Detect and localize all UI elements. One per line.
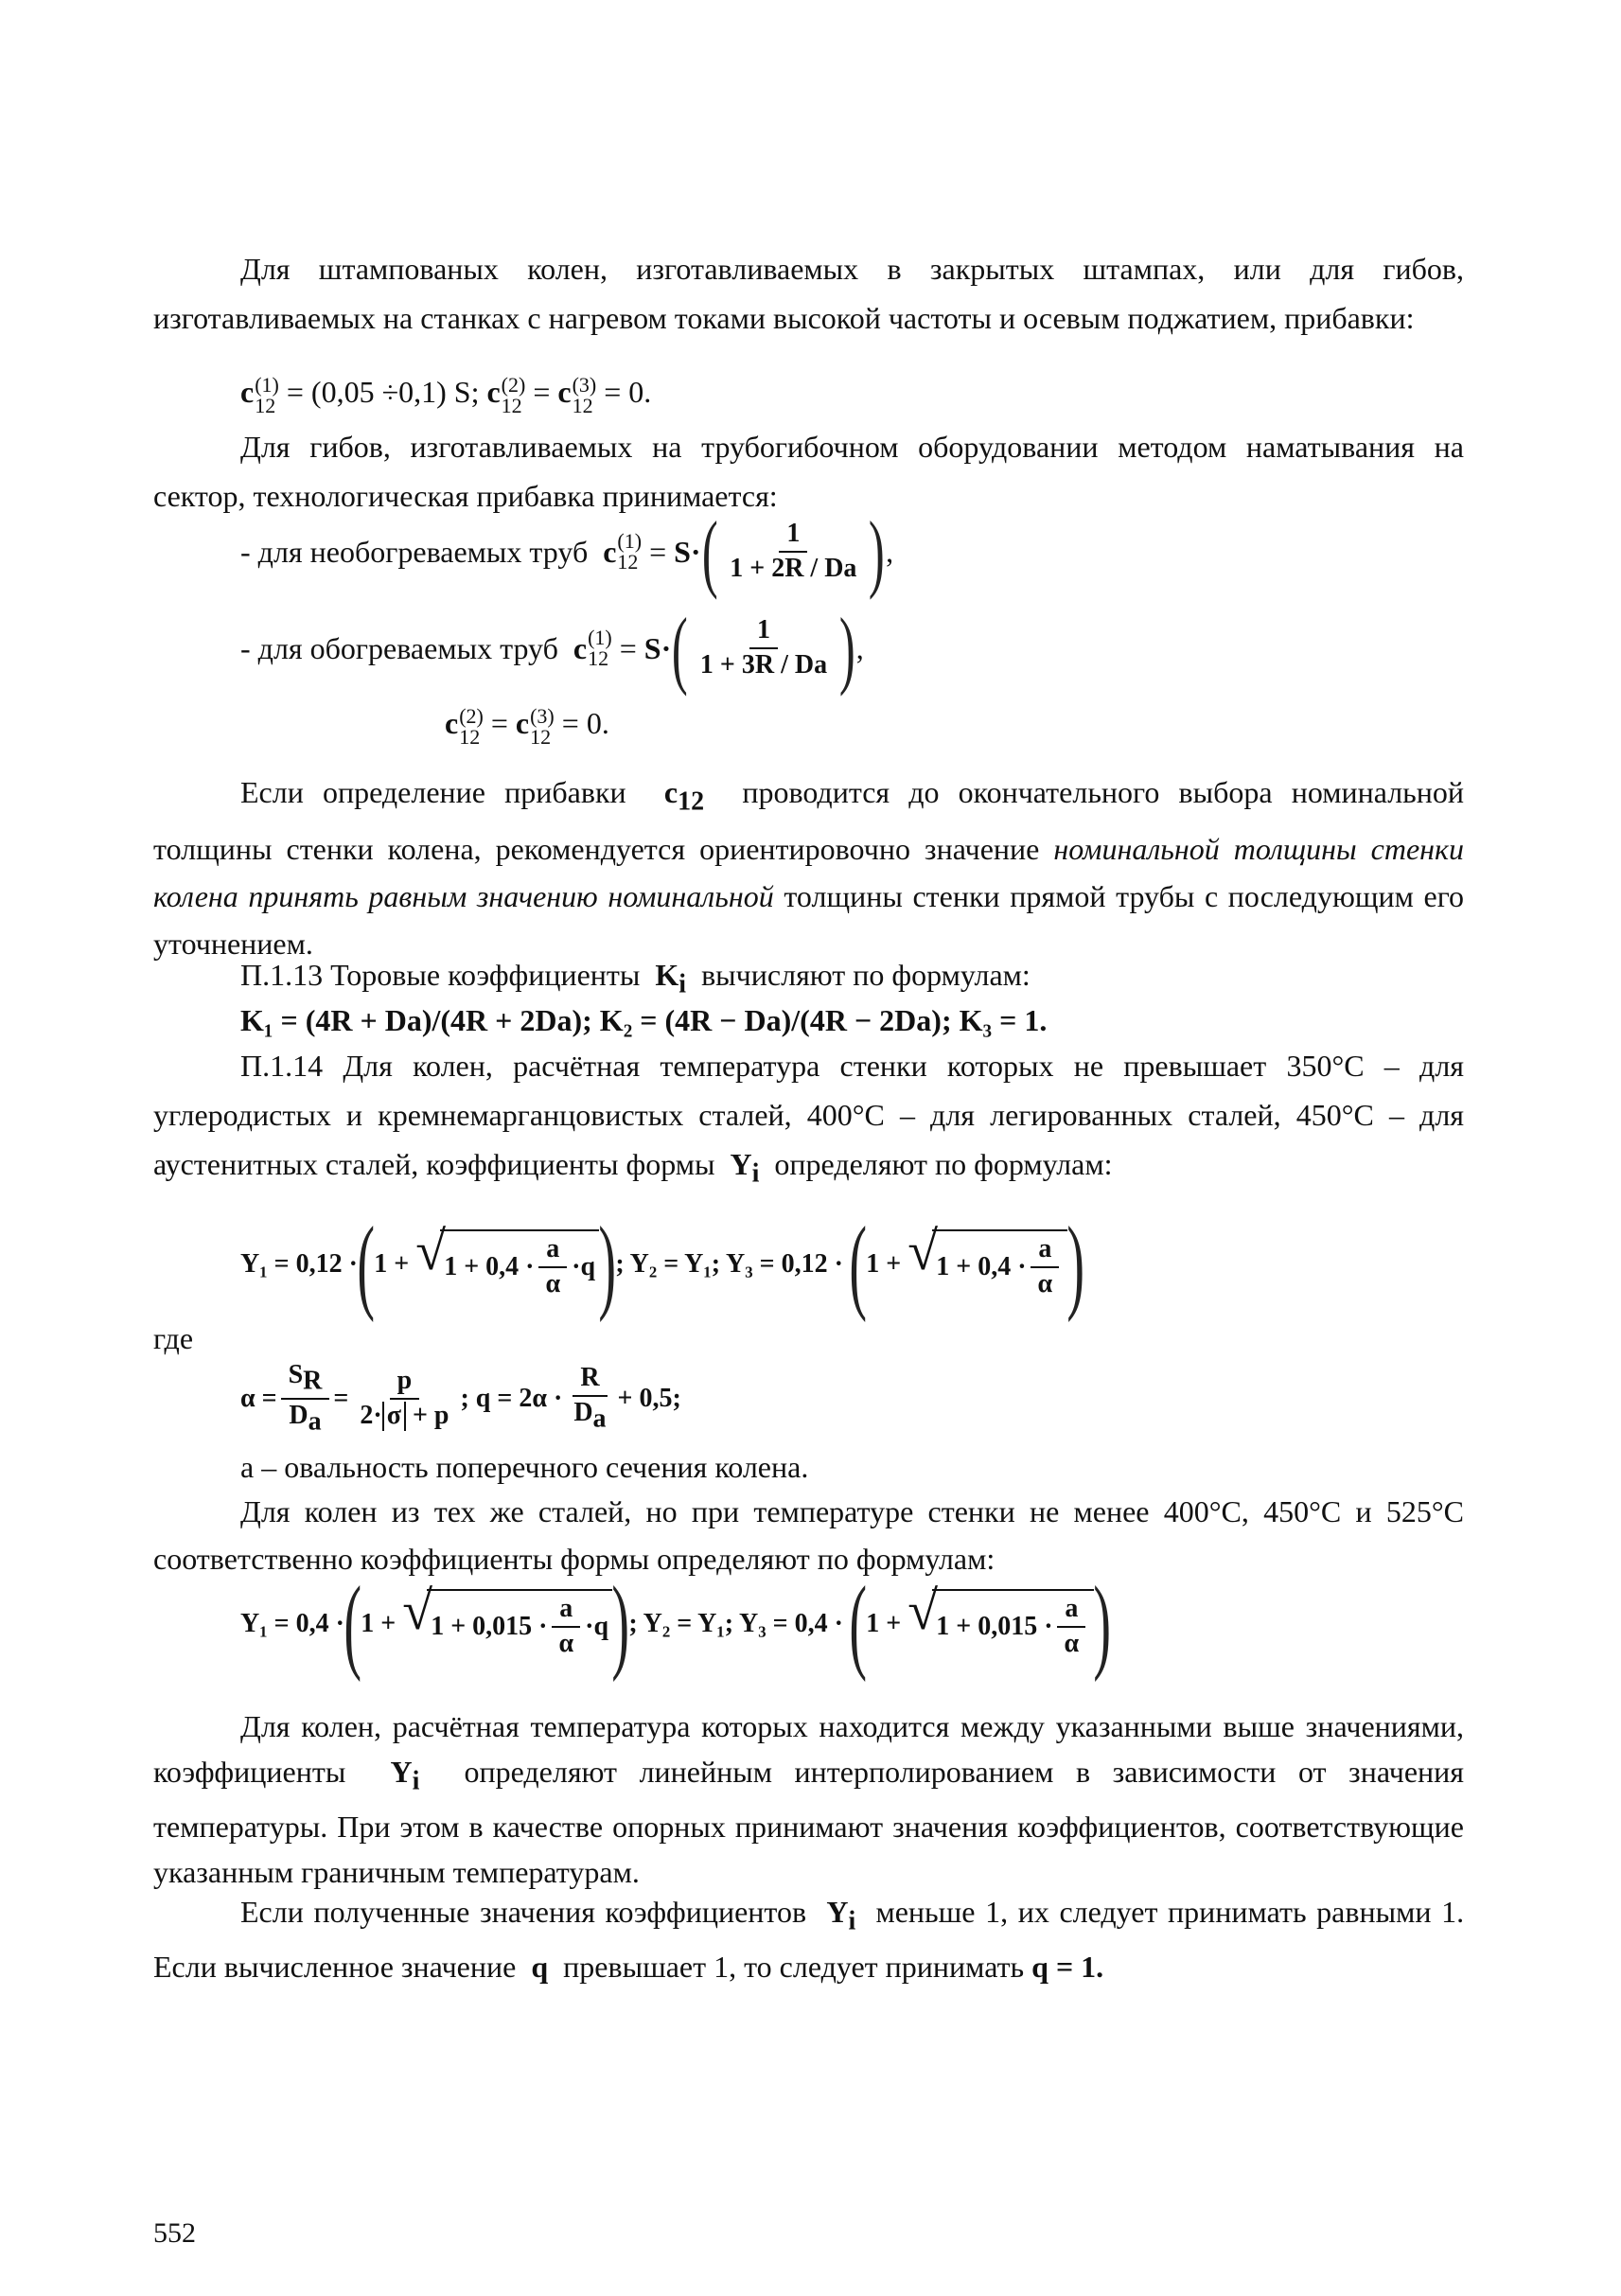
formula-alpha-q: α = $\frac{S_R}{D_а}$ = $\frac{p}{2\cdot \sigma + p}$ ; q = 2α · $\frac{R}{D_а}$ + 0,5; [240, 1359, 681, 1437]
paragraph-toroidal-coefficients: П.1.13 Торовые коэффициенты $K_i$ вычисляют по формулам: [240, 958, 1031, 999]
formula-toroidal-k: K₁ = (4R + Dа)/(4R + 2Dа); K₂ = (4R − Dа)/(4R − 2Dа); K₃ = 1. [240, 1003, 1048, 1037]
formula-c12-stamped: c (1) 12 = (0,05 ÷0,1) S; c (2) 12 = c (3) 12 = 0. [240, 372, 652, 417]
paragraph-stamped-bends [153, 244, 1464, 343]
formula-y-coefficients-low-temp: Y₁ = 0,12 · ( 1 + √ 1 + 0,4 · $\frac{a}{\alpha}$ ·q ) ; Y₂ = Y₁; Y₃ = 0,12 · ( 1 + √ 1 + 0,4 · $\frac{a}{\alpha}$ ) [240, 1206, 1085, 1323]
formula-unheated-pipes: - для необогреваемых труб c (1) 12 = S· ( $\frac{1}{1 + 2R / Dа}$ ) , [240, 503, 894, 600]
paragraph-nominal-thickness: Если определение прибавки $c_{12}$ проводится до окончательного выбора номинальной толщины стенки колена, рекомендуется ориентировочно значение номинальной толщины стенки колена принять равным значению номинальной толщины стенки прямой трубы с последующим его уточнением. [153, 775, 1465, 962]
paragraph-interpolation: Для колен, расчётная температура которых находится между указанными выше значениями, коэффициенты $Y_i$ определяют линейным интерполированием в зависимости от значения температуры. При этом в качестве опорных принимают значения коэффициентов, соответствующие указанным граничным температурам. [153, 1709, 1465, 1890]
page-number: 552 [153, 2217, 196, 2249]
formula-y-coefficients-high-temp: Y₁ = 0,4 · ( 1 + √ 1 + 0,015 · $\frac{a}{\alpha}$ ·q ) ; Y₂ = Y₁; Y₃ = 0,4 · ( 1 + √ 1 + 0,015 · $\frac{a}{\alpha}$ ) [240, 1565, 1112, 1683]
paragraph-text: Для штампованых колен, изготавливаемых в закрытых штампах, или для гибов, изготавливаемых на станках с нагревом токами высокой частоты и осевым поджатием, прибавки: [153, 252, 1464, 335]
formula-heated-pipes: - для обогреваемых труб c (1) 12 = S· ( $\frac{1}{1 + 3R / Dа}$ ) , [240, 600, 864, 697]
paragraph-bending-machine [153, 422, 1464, 521]
formula-c12-zero: c (2) 12 = c (3) 12 = 0. [445, 703, 609, 749]
paragraph-minimum-values: Если полученные значения коэффициентов $Y_i$ меньше 1, их следует принимать равными 1. Если вычисленное значение q превышает 1, то следует принимать q = 1. [153, 1895, 1465, 1985]
where-label: где [153, 1321, 194, 1355]
paragraph-ovality: а – овальность поперечного сечения колена. [240, 1450, 809, 1484]
paragraph-text: Для гибов, изготавливаемых на трубогибочном оборудовании методом наматывания на сектор, технологическая прибавка принимается: [153, 430, 1464, 513]
paragraph-high-temp-coefficients: Для колен из тех же сталей, но при температуре стенки не менее 400°C, 450°C и 525°C соответственно коэффициенты формы определяют по формулам: [153, 1494, 1464, 1576]
paragraph-shape-coefficients: П.1.14 Для колен, расчётная температура стенки которых не превышает 350°C – для углеродистых и кремнемарганцовистых сталей, 400°C – для легированных сталей, 450°C – для аустенитных сталей, коэффициенты формы $Y_i$ определяют по формулам: [153, 1049, 1464, 1189]
